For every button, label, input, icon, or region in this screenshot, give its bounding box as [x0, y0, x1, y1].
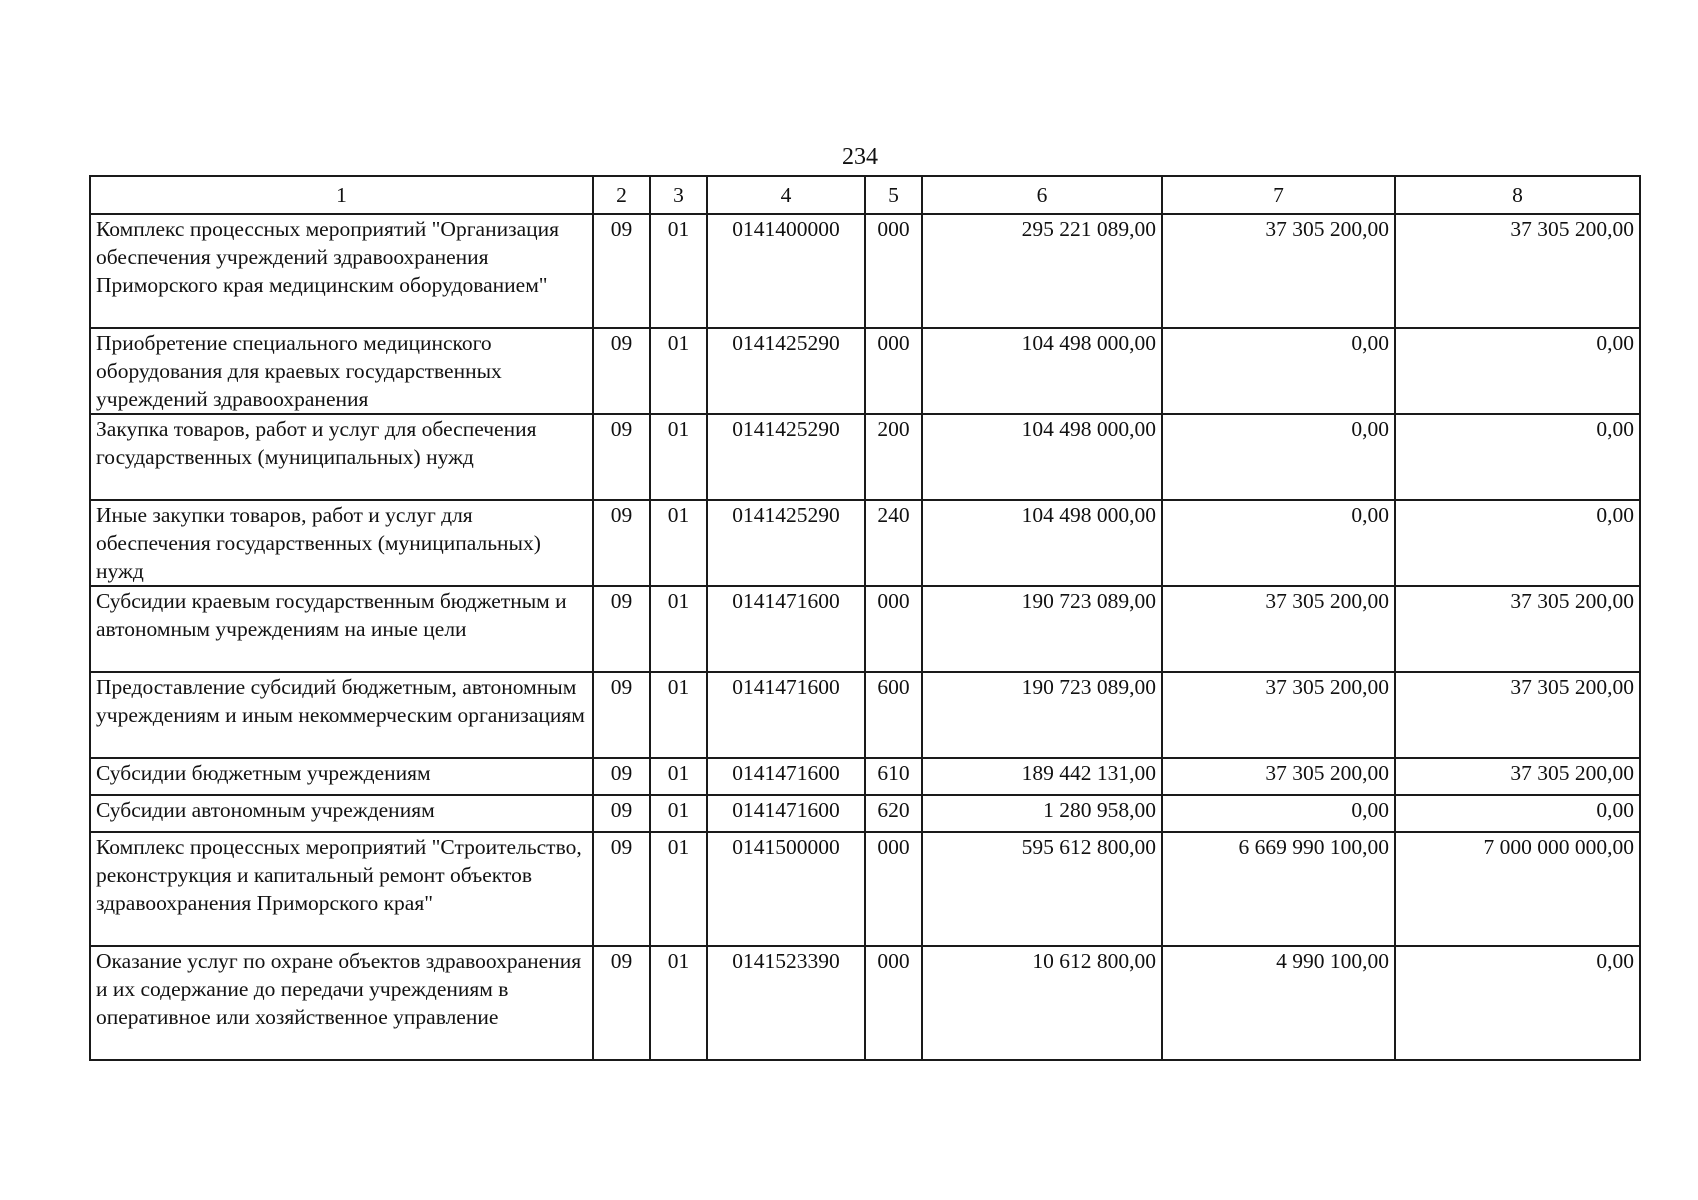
- row-subsection: 01: [650, 214, 707, 328]
- row-section: 09: [593, 832, 650, 946]
- row-section: 09: [593, 672, 650, 758]
- row-amount-col6: 104 498 000,00: [922, 500, 1162, 586]
- row-amount-col6: 104 498 000,00: [922, 328, 1162, 414]
- table-row: [90, 414, 1640, 500]
- table-row: [90, 832, 1640, 946]
- row-target-code: 0141400000: [707, 214, 865, 328]
- row-expense-type: 200: [865, 414, 922, 500]
- row-subsection: 01: [650, 414, 707, 500]
- table-row: [90, 500, 1640, 586]
- row-amount-col8: 37 305 200,00: [1395, 758, 1640, 795]
- row-amount-col8: 0,00: [1395, 795, 1640, 832]
- row-name: Субсидии автономным учреждениям: [90, 795, 593, 832]
- row-amount-col8: 0,00: [1395, 500, 1640, 586]
- row-name: Предоставление субсидий бюджетным, автономным учреждениям и иным некоммерческим организациям: [90, 672, 593, 758]
- header-cell: 3: [650, 176, 707, 214]
- row-subsection: 01: [650, 586, 707, 672]
- row-section: 09: [593, 586, 650, 672]
- row-amount-col7: 37 305 200,00: [1162, 214, 1395, 328]
- row-amount-col7: 0,00: [1162, 500, 1395, 586]
- row-amount-col7: 6 669 990 100,00: [1162, 832, 1395, 946]
- row-section: 09: [593, 414, 650, 500]
- header-cell: 8: [1395, 176, 1640, 214]
- page-number: 234: [842, 144, 878, 170]
- row-amount-col6: 190 723 089,00: [922, 672, 1162, 758]
- row-expense-type: 000: [865, 832, 922, 946]
- row-subsection: 01: [650, 832, 707, 946]
- row-amount-col6: 190 723 089,00: [922, 586, 1162, 672]
- row-amount-col7: 0,00: [1162, 795, 1395, 832]
- row-amount-col7: 37 305 200,00: [1162, 758, 1395, 795]
- row-amount-col6: 10 612 800,00: [922, 946, 1162, 1060]
- row-amount-col7: 0,00: [1162, 414, 1395, 500]
- row-target-code: 0141471600: [707, 672, 865, 758]
- row-amount-col7: 37 305 200,00: [1162, 672, 1395, 758]
- row-target-code: 0141471600: [707, 758, 865, 795]
- row-expense-type: 620: [865, 795, 922, 832]
- header-cell: 2: [593, 176, 650, 214]
- row-name: Комплекс процессных мероприятий "Организация обеспечения учреждений здравоохранения Приморского края медицинским оборудованием": [90, 214, 593, 328]
- row-target-code: 0141425290: [707, 500, 865, 586]
- row-name: Субсидии краевым государственным бюджетным и автономным учреждениям на иные цели: [90, 586, 593, 672]
- row-expense-type: 610: [865, 758, 922, 795]
- header-cell: 4: [707, 176, 865, 214]
- table-row: [90, 946, 1640, 1060]
- header-cell: 1: [90, 176, 593, 214]
- table-row: [90, 672, 1640, 758]
- row-expense-type: 240: [865, 500, 922, 586]
- table-row: [90, 328, 1640, 414]
- row-target-code: 0141425290: [707, 328, 865, 414]
- row-subsection: 01: [650, 946, 707, 1060]
- row-amount-col6: 104 498 000,00: [922, 414, 1162, 500]
- row-amount-col8: 0,00: [1395, 414, 1640, 500]
- row-amount-col6: 595 612 800,00: [922, 832, 1162, 946]
- row-name: Закупка товаров, работ и услуг для обеспечения государственных (муниципальных) нужд: [90, 414, 593, 500]
- row-subsection: 01: [650, 795, 707, 832]
- row-expense-type: 000: [865, 328, 922, 414]
- header-row: [90, 176, 1640, 214]
- table-row: [90, 795, 1640, 832]
- header-cell: 5: [865, 176, 922, 214]
- row-section: 09: [593, 328, 650, 414]
- header-cell: 6: [922, 176, 1162, 214]
- budget-table: [89, 175, 1641, 1061]
- row-subsection: 01: [650, 672, 707, 758]
- row-section: 09: [593, 758, 650, 795]
- row-amount-col8: 0,00: [1395, 946, 1640, 1060]
- row-expense-type: 000: [865, 946, 922, 1060]
- row-name: Комплекс процессных мероприятий "Строительство, реконструкция и капитальный ремонт объектов здравоохранения Приморского края": [90, 832, 593, 946]
- row-name: Оказание услуг по охране объектов здравоохранения и их содержание до передачи учреждениям в оперативное или хозяйственное управление: [90, 946, 593, 1060]
- row-name: Субсидии бюджетным учреждениям: [90, 758, 593, 795]
- row-subsection: 01: [650, 328, 707, 414]
- row-amount-col7: 37 305 200,00: [1162, 586, 1395, 672]
- row-amount-col6: 295 221 089,00: [922, 214, 1162, 328]
- row-subsection: 01: [650, 758, 707, 795]
- row-target-code: 0141523390: [707, 946, 865, 1060]
- row-amount-col7: 4 990 100,00: [1162, 946, 1395, 1060]
- row-amount-col8: 7 000 000 000,00: [1395, 832, 1640, 946]
- row-amount-col8: 37 305 200,00: [1395, 672, 1640, 758]
- row-amount-col7: 0,00: [1162, 328, 1395, 414]
- row-target-code: 0141471600: [707, 795, 865, 832]
- row-expense-type: 000: [865, 586, 922, 672]
- header-cell: 7: [1162, 176, 1395, 214]
- row-expense-type: 000: [865, 214, 922, 328]
- row-expense-type: 600: [865, 672, 922, 758]
- row-section: 09: [593, 500, 650, 586]
- row-name: Приобретение специального медицинского оборудования для краевых государственных учреждений здравоохранения: [90, 328, 593, 414]
- row-section: 09: [593, 795, 650, 832]
- row-amount-col8: 37 305 200,00: [1395, 214, 1640, 328]
- row-target-code: 0141500000: [707, 832, 865, 946]
- row-target-code: 0141425290: [707, 414, 865, 500]
- row-section: 09: [593, 214, 650, 328]
- table-row: [90, 758, 1640, 795]
- table-row: [90, 586, 1640, 672]
- row-section: 09: [593, 946, 650, 1060]
- row-amount-col6: 189 442 131,00: [922, 758, 1162, 795]
- row-subsection: 01: [650, 500, 707, 586]
- table-row: [90, 214, 1640, 328]
- row-name: Иные закупки товаров, работ и услуг для обеспечения государственных (муниципальных) нужд: [90, 500, 593, 586]
- row-amount-col8: 0,00: [1395, 328, 1640, 414]
- row-amount-col6: 1 280 958,00: [922, 795, 1162, 832]
- row-amount-col8: 37 305 200,00: [1395, 586, 1640, 672]
- row-target-code: 0141471600: [707, 586, 865, 672]
